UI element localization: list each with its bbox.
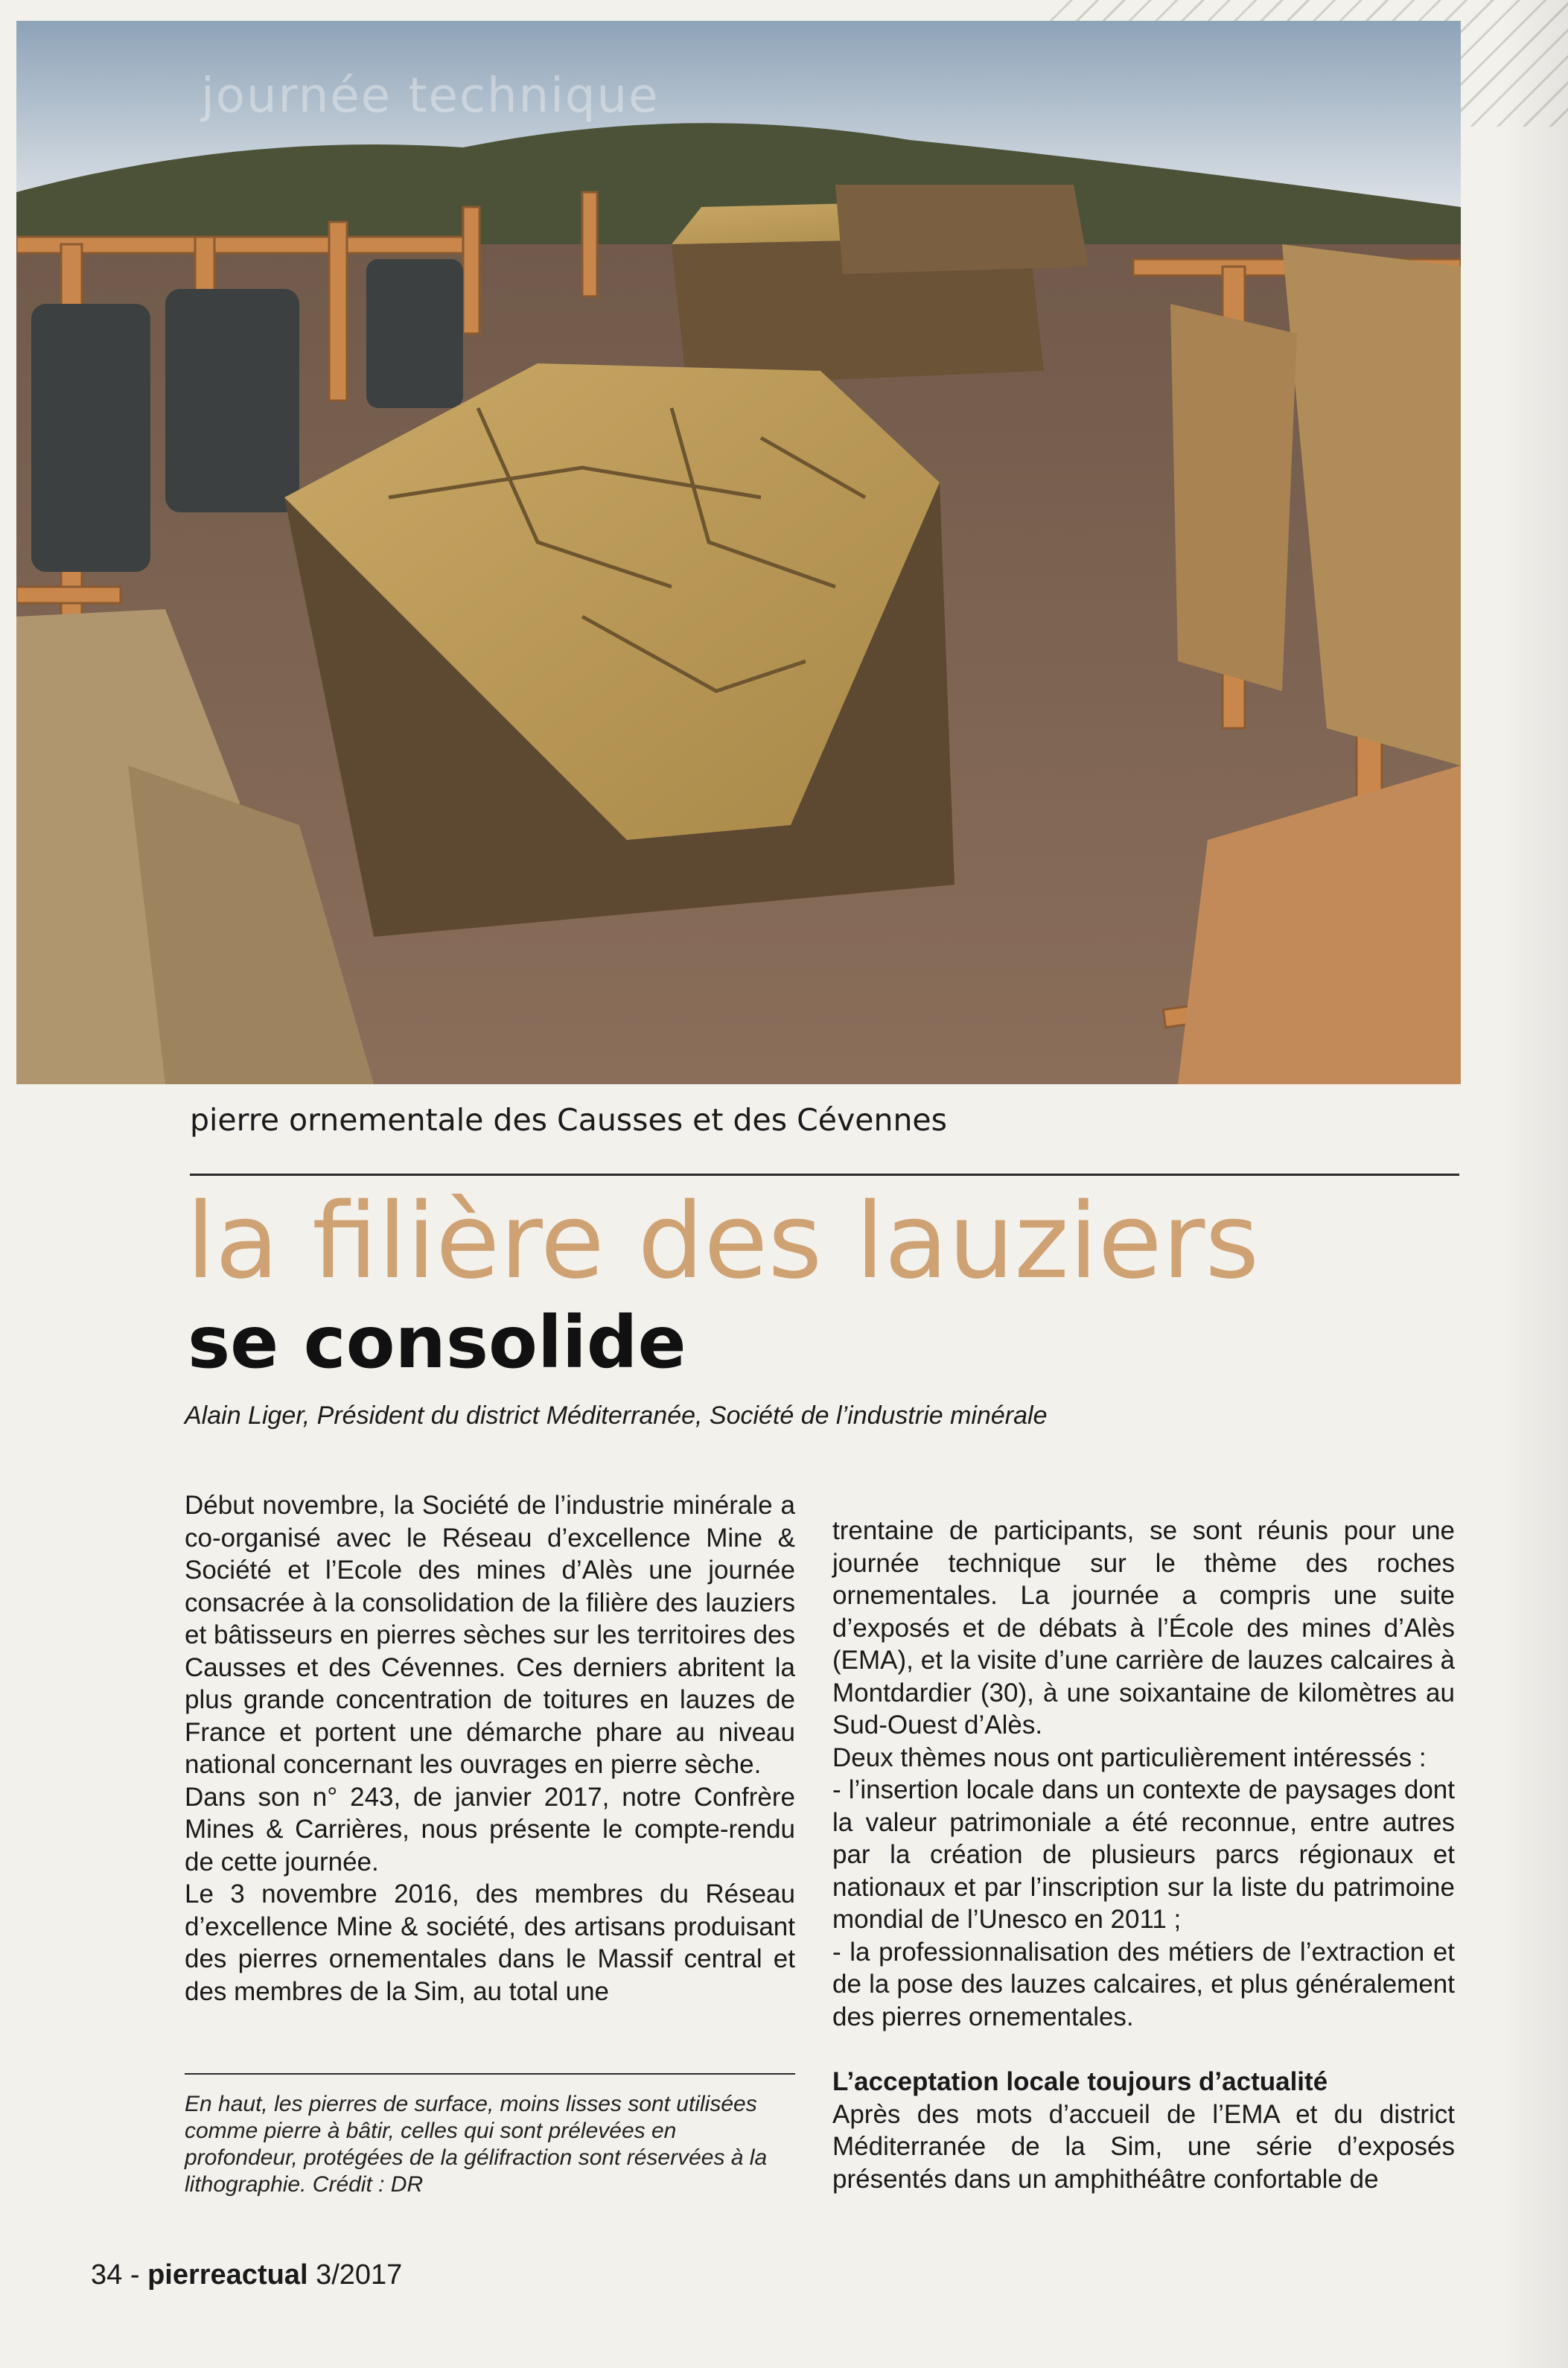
folio-separator: - (122, 2259, 148, 2291)
magazine-name: pierreactual (147, 2259, 308, 2291)
article-kicker: pierre ornementale des Causses et des Cévennes (190, 1102, 948, 1138)
issue-number: 3/2017 (307, 2259, 403, 2291)
stone-pallets-photo-icon (16, 21, 1461, 1084)
section-label: journée technique (201, 69, 660, 124)
paragraph: - la professionnalisation des métiers de l’extraction et de la pose des lauzes calcaires, et plus généralement des pierres ornementales. (832, 1937, 1455, 2031)
left-column (185, 1489, 795, 2008)
page-number: 34 (91, 2259, 123, 2291)
article-title-line2: se consolide (188, 1301, 686, 1384)
title-divider (190, 1174, 1459, 1176)
right-column (832, 1515, 1455, 2195)
paragraph: trentaine de participants, se sont réunis pour une journée technique sur le thème des roches ornementales. La journée a compris une suite d’exposés et de débats à l’École des mines d’Alès (EMA), et la visite d’une carrière de lauzes calcaires à Montdardier (30), à une soixantaine de kilomètres au Sud-Ouest d’Alès. (832, 1516, 1455, 1740)
paragraph: - l’insertion locale dans un contexte de paysages dont la valeur patrimoniale a été reconnue, entre autres par la création de plusieurs parcs régionaux et nationaux et par l’inscription sur la liste du patrimoine mondial de l’Unesco en 2011 ; (832, 1775, 1455, 1934)
caption-divider (185, 2073, 795, 2075)
paragraph: Le 3 novembre 2016, des membres du Réseau d’excellence Mine & société, des artisans produisant des pierres ornementales dans le Massif central et des membres de la Sim, au total une (185, 1880, 795, 2006)
paragraph: Début novembre, la Société de l’industrie minérale a co-organisé avec le Réseau d’excellence Mine & Société et l’Ecole des mines d’Alès une journée consacrée à la consolidation de la filière des lauziers et bâtisseurs en pierres sèches sur les territoires des Causses et des Cévennes. Ces derniers abritent la plus grande concentration de toitures en lauzes de France et portent une démarche phare au niveau national concernant les ouvrages en pierre sèche. (185, 1491, 795, 1779)
paragraph: Deux thèmes nous ont particulièrement intéressés : (832, 1742, 1427, 1772)
paragraph: Après des mots d’accueil de l’EMA et du district Méditerranée de la Sim, une série d’exposés présentés dans un amphithéâtre confortable de (832, 2099, 1455, 2194)
page-folio (91, 2259, 402, 2291)
paragraph: Dans son n° 243, de janvier 2017, notre Confrère Mines & Carrières, nous présente le compte-rendu de cette journée. (185, 1782, 795, 1877)
page-spine-shadow (1501, 0, 1568, 2368)
article-byline: Alain Liger, Président du district Méditerranée, Société de l’industrie minérale (185, 1401, 1048, 1430)
photo-caption: En haut, les pierres de surface, moins lisses sont utilisées comme pierre à bâtir, celles qui sont prélevées en profondeur, protégées de la gélifraction sont réservées à la lithographie. Crédit : DR (185, 2092, 768, 2197)
article-title-line1: la filière des lauziers (186, 1181, 1260, 1302)
subheading: L’acceptation locale toujours d’actualité (832, 2067, 1328, 2096)
header-photo (16, 21, 1461, 1084)
